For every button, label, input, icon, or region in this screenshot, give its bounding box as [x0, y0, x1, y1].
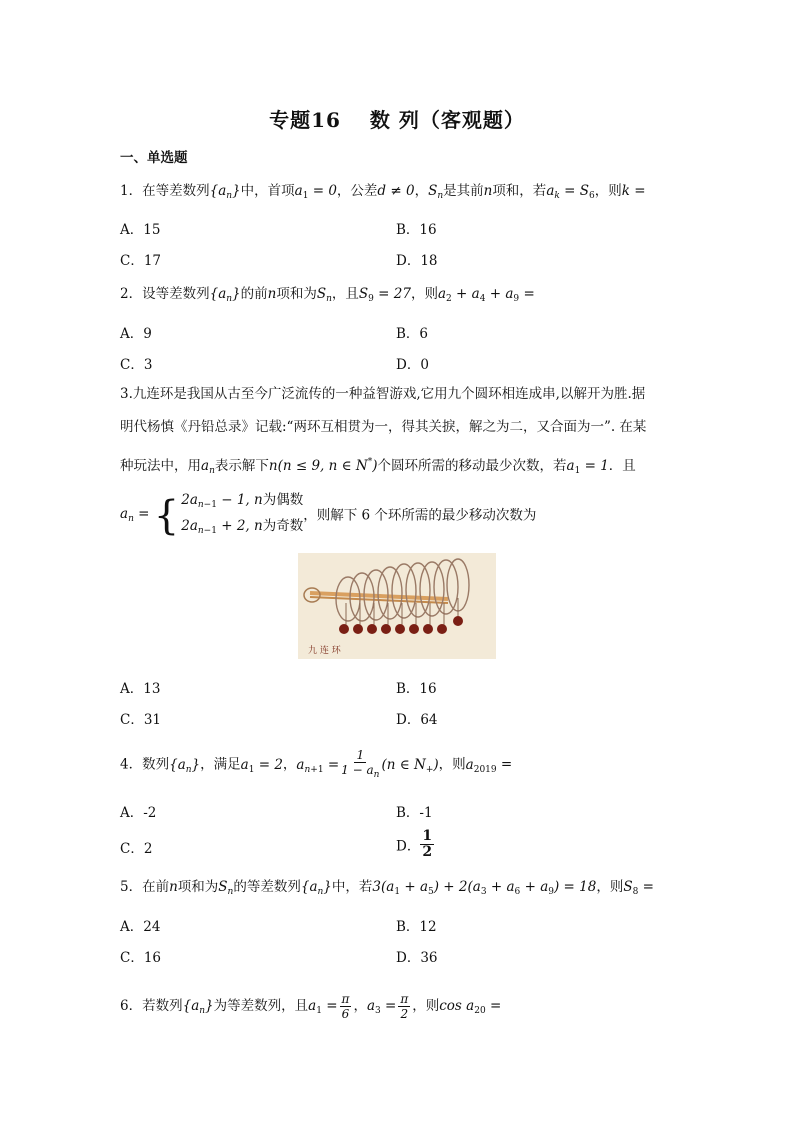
q3-line-1: 3.九连环是我国从古至今广泛流传的一种益智游戏,它用九个圆环相连成串,以解开为胜.据: [120, 386, 646, 402]
q4-option-a[interactable]: A．-2: [120, 805, 157, 821]
nine-rings-illustration: [298, 553, 496, 659]
q2-option-a[interactable]: A．9: [120, 326, 152, 342]
question-4: 4．数列$\{a_n\}$，满足$a_1 = 2$，$a_{n+1}$ = $\frac{1}{1 - a_n}$ (n ∈ $N_+$)，则$a_{2019}$ =: [120, 748, 513, 780]
figure-caption: 九 连 环: [308, 646, 341, 656]
q3-option-a[interactable]: A．13: [120, 681, 161, 697]
q1-option-b[interactable]: B．16: [396, 222, 437, 238]
question-2: 2．设等差数列$\{a_n\}$的前n项和为$S_n$，且$S_9 = 27$，则$a_2 + a_4 + a_9$ =: [120, 286, 535, 304]
q1-option-d[interactable]: D．18: [396, 253, 438, 269]
q2-option-d[interactable]: D．0: [396, 357, 429, 373]
q5-option-d[interactable]: D．36: [396, 950, 438, 966]
question-5: 5．在前n项和为$S_n$的等差数列$\{a_n\}$中，若$3(a_1 + a_5) + 2(a_3 + a_6 + a_9) = 18$，则$S_8$ =: [120, 879, 654, 897]
section-heading: 一、单选题: [120, 150, 188, 166]
q5-option-b[interactable]: B．12: [396, 919, 437, 935]
question-6: 6．若数列$\{a_n\}$为等差数列，且$a_1$ = $\frac{\pi}{6}$ ，$a_3$ = $\frac{\pi}{2}$ ，则$\cos a_{20}$ =: [120, 992, 502, 1021]
q4-option-b[interactable]: B．-1: [396, 805, 433, 821]
q3-recurrence: $a_n$ = { $2a_{n-1} - 1$, n为偶数 $2a_{n-1} + 2$, n为奇数 ，则解下 6 个环所需的最少移动次数为: [120, 492, 537, 539]
q3-option-d[interactable]: D．64: [396, 712, 438, 728]
nine-linked-rings-photo: [298, 553, 496, 659]
question-1: 1．在等差数列$\{a_n\}$中，首项$a_1 = 0$，公差d ≠ 0，$S_n$是其前n项和，若$a_k = S_6$，则k =: [120, 183, 646, 201]
q2-option-c[interactable]: C．3: [120, 357, 153, 373]
q3-option-c[interactable]: C．31: [120, 712, 162, 728]
q3-option-b[interactable]: B．16: [396, 681, 437, 697]
page-title: 专题16 数 列（客观题）: [269, 108, 525, 132]
q4-option-d[interactable]: D． $\frac{1}{2}$: [396, 828, 433, 860]
q1-option-a[interactable]: A．15: [120, 222, 161, 238]
q4-option-c[interactable]: C．2: [120, 841, 153, 857]
q1-option-c[interactable]: C．17: [120, 253, 162, 269]
q3-line-3: 种玩法中，用$a_n$表示解下n(n ≤ 9, n ∈ N*)个圆环所需的移动最少次数，若$a_1 = 1$．且: [120, 457, 636, 476]
q5-option-c[interactable]: C．16: [120, 950, 162, 966]
q2-option-b[interactable]: B．6: [396, 326, 429, 342]
q3-line-2: 明代杨慎《丹铅总录》记载:“两环互相贯为一，得其关捩，解之为二，又合面为一”. 在某: [120, 419, 647, 435]
q5-option-a[interactable]: A．24: [120, 919, 161, 935]
